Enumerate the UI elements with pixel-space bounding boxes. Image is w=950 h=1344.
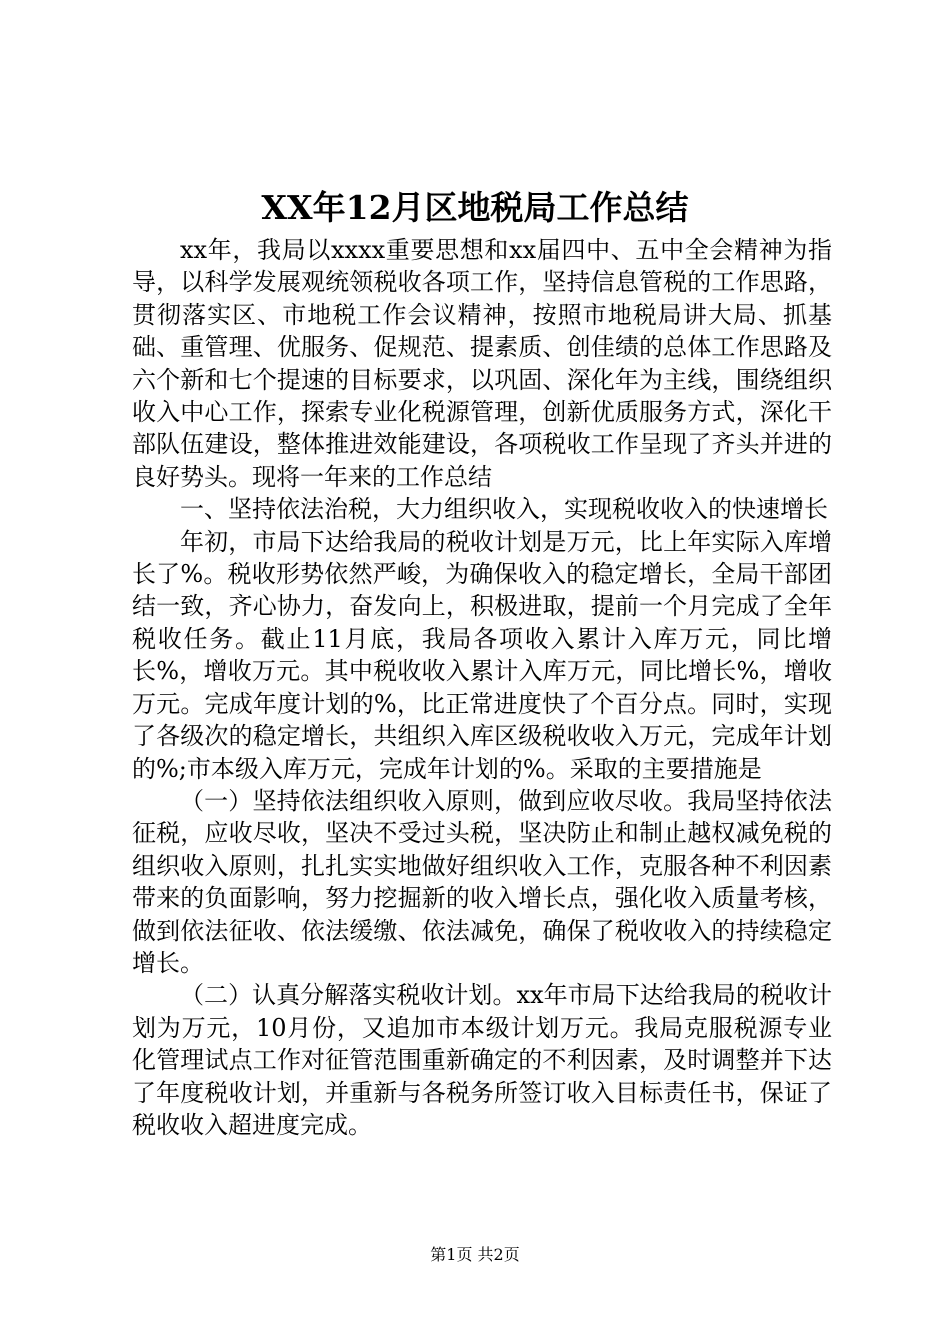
paragraph-measure-1: （一）坚持依法组织收入原则，做到应收尽收。我局坚持依法征税，应收尽收，坚决不受过头税，坚决防止和制止越权减免税的组织收入原则，扎扎实实地做好组织收入工作，克服各种不利因素带来的负面影响，努力挖掘新的收入增长点，强化收入质量考核，做到依法征收、依法缓缴、依法减免，确保了税收收入的持续稳定增长。 (132, 786, 832, 977)
document-body (132, 234, 832, 1141)
paragraph-revenue-overview: 年初，市局下达给我局的税收计划是万元，比上年实际入库增长了%。税收形势依然严峻，为确保收入的稳定增长，全局干部团结一致，齐心协力，奋发向上，积极进取，提前一个月完成了全年税收任务。截止11月底，我局各项收入累计入库万元，同比增长%，增收万元。其中税收收入累计入库万元，同比增长%，增收万元。完成年度计划的%，比正常进度快了个百分点。同时，实现了各级次的稳定增长，共组织入库区级税收收入万元，完成年计划的%;市本级入库万元，完成年计划的%。采取的主要措施是 (132, 527, 832, 783)
paragraph-intro: xx年，我局以xxxx重要思想和xx届四中、五中全会精神为指导，以科学发展观统领税收各项工作，坚持信息管税的工作思路，贯彻落实区、市地税工作会议精神，按照市地税局讲大局、抓基础、重管理、优服务、促规范、提素质、创佳绩的总体工作思路及六个新和七个提速的目标要求，以巩固、深化年为主线，围绕组织收入中心工作，探索专业化税源管理，创新优质服务方式，深化干部队伍建设，整体推进效能建设，各项税收工作呈现了齐头并进的良好势头。现将一年来的工作总结 (132, 236, 832, 491)
page-footer: 第1页 共2页 (430, 1245, 520, 1264)
paragraph-measure-2: （二）认真分解落实税收计划。xx年市局下达给我局的税收计划为万元，10月份，又追加市本级计划万元。我局克服税源专业化管理试点工作对征管范围重新确定的不利因素，及时调整并下达了年度税收计划，并重新与各税务所签订收入目标责任书，保证了税收收入超进度完成。 (132, 981, 832, 1139)
document-title: XX年12月区地税局工作总结 (261, 188, 689, 227)
paragraph-section-heading-1: 一、坚持依法治税，大力组织收入，实现税收收入的快速增长 (180, 495, 828, 524)
